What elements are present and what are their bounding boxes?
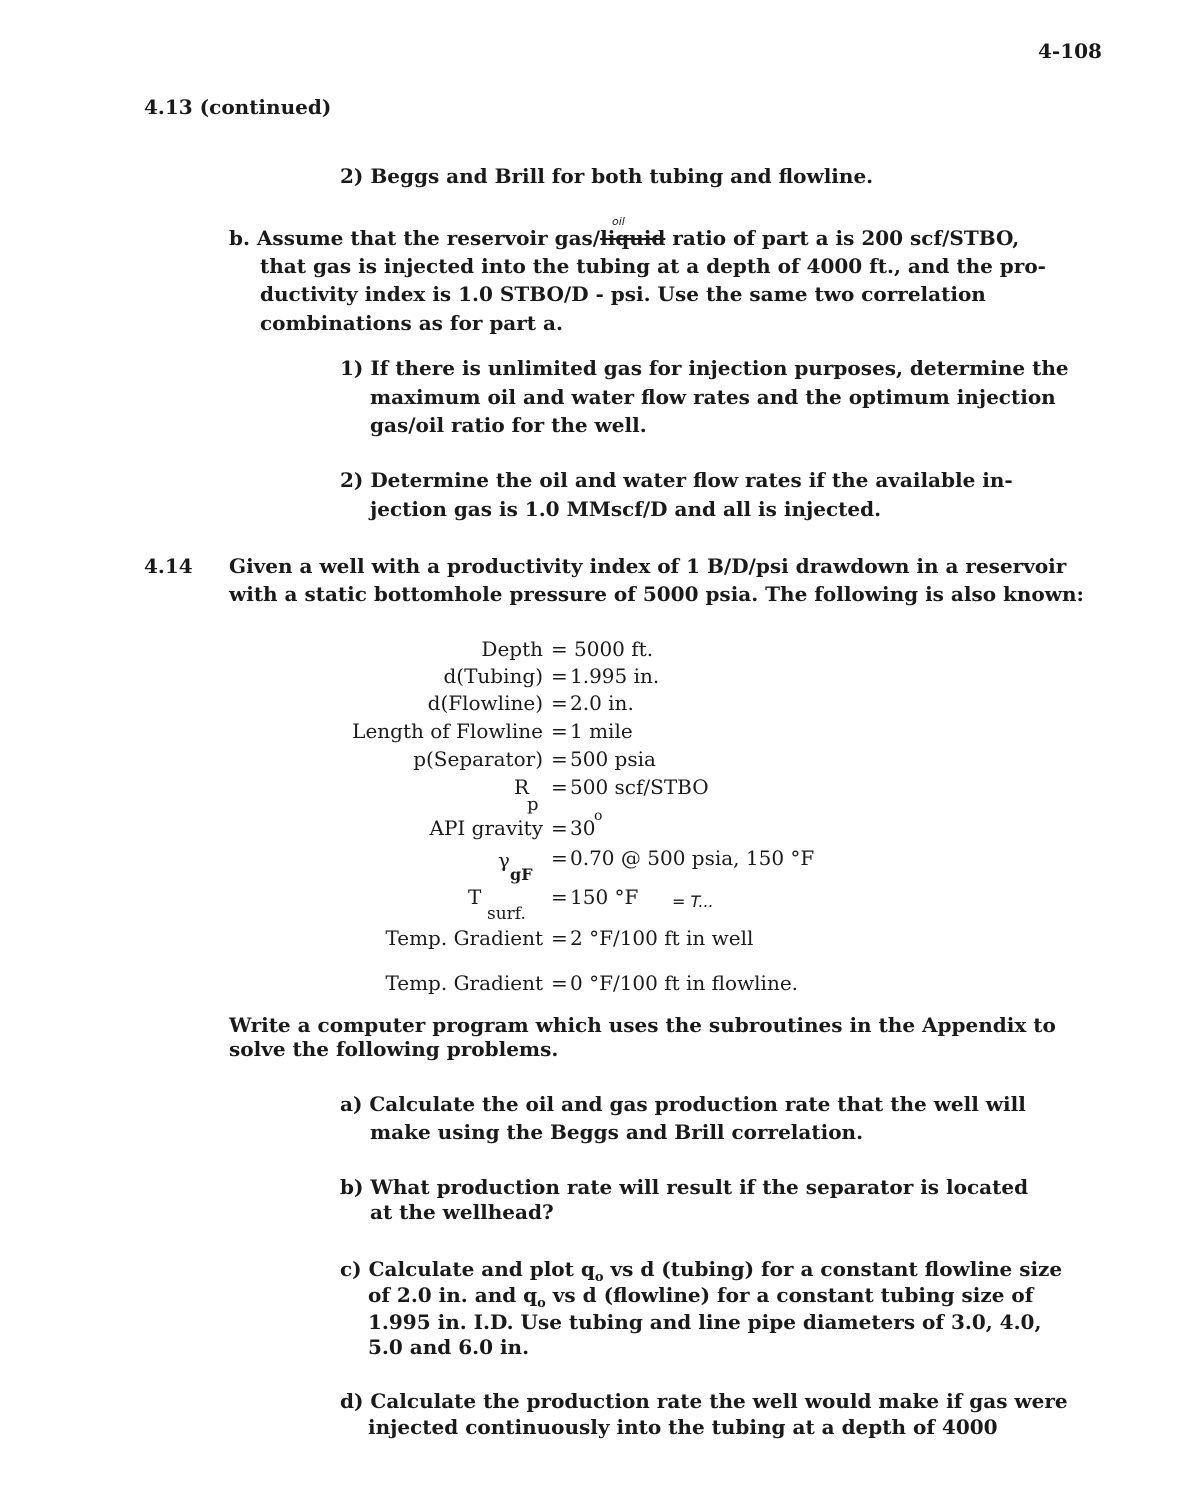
param-label: p(Separator)	[413, 747, 543, 771]
param-label: T	[468, 885, 482, 909]
param-value: 500 scf/STBO	[570, 775, 709, 799]
question-c-line-3: 1.995 in. I.D. Use tubing and line pipe diameters of 3.0, 4.0,	[368, 1310, 1042, 1334]
part-b-line-3: ductivity index is 1.0 STBO/D - psi. Use the same two correlation	[260, 282, 986, 306]
param-label: Temp. Gradient	[385, 926, 543, 950]
handwritten-note: = T...	[672, 892, 714, 911]
handwritten-oil-note: oil	[612, 215, 625, 228]
equals-sign: =	[551, 719, 568, 743]
question-b-line-2: at the wellhead?	[370, 1200, 554, 1224]
equals-sign: =	[551, 637, 568, 661]
part-b-line-4: combinations as for part a.	[260, 311, 563, 335]
part-b-item1-line3: gas/oil ratio for the well.	[370, 413, 647, 437]
item-a2: 2) Beggs and Brill for both tubing and flowline.	[340, 164, 874, 188]
equals-sign: =	[551, 846, 568, 870]
param-value: 5000 ft.	[574, 637, 654, 661]
equals-sign: =	[551, 926, 568, 950]
param-label: API gravity	[429, 816, 543, 840]
part-b-item1-line2: maximum oil and water flow rates and the optimum injection	[370, 385, 1056, 409]
question-a-line-1: a) Calculate the oil and gas production rate that the well will	[340, 1092, 1026, 1116]
page-number: 4-108	[1038, 39, 1102, 63]
param-value: 1 mile	[570, 719, 633, 743]
program-line-2: solve the following problems.	[229, 1037, 559, 1061]
equals-sign: =	[551, 664, 568, 688]
question-d-line-1: d) Calculate the production rate the well would make if gas were	[340, 1389, 1068, 1413]
param-value: 1.995 in.	[570, 664, 660, 688]
param-subscript: p	[527, 794, 539, 815]
section-header: 4.13 (continued)	[144, 95, 332, 119]
param-label: Length of Flowline	[352, 719, 543, 743]
param-label: Depth	[481, 637, 543, 661]
param-value: 0 °F/100 ft in flowline.	[570, 971, 799, 995]
param-label: d(Flowline)	[427, 691, 543, 715]
param-label: γ	[498, 848, 510, 872]
question-b-line-1: b) What production rate will result if the separator is located	[340, 1175, 1029, 1199]
problem-number: 4.14	[144, 554, 193, 578]
equals-sign: =	[551, 775, 568, 799]
question-c-line-1: c) Calculate and plot $q_o$ vs d (tubing) for a constant flowline size	[340, 1257, 1063, 1285]
equals-sign: =	[551, 971, 568, 995]
param-superscript: o	[594, 808, 603, 824]
param-value: 2.0 in.	[570, 691, 634, 715]
param-value: 500 psia	[570, 747, 656, 771]
param-value: 2 °F/100 ft in well	[570, 926, 754, 950]
problem-line-1: Given a well with a productivity index of 1 B/D/psi drawdown in a reservoir	[229, 554, 1067, 578]
param-label: d(Tubing)	[443, 664, 543, 688]
param-label: Temp. Gradient	[385, 971, 543, 995]
equals-sign: =	[551, 747, 568, 771]
question-c-line-4: 5.0 and 6.0 in.	[368, 1335, 530, 1359]
equals-sign: =	[551, 885, 568, 909]
equals-sign: =	[551, 691, 568, 715]
param-subscript: gF	[510, 865, 533, 884]
part-b-line-2: that gas is injected into the tubing at a depth of 4000 ft., and the pro-	[260, 254, 1046, 278]
param-subscript: surf.	[487, 904, 526, 924]
question-d-line-2: injected continuously into the tubing at a depth of 4000	[368, 1415, 998, 1439]
part-b-item2-line2: jection gas is 1.0 MMscf/D and all is injected.	[370, 497, 882, 521]
question-a-line-2: make using the Beggs and Brill correlation.	[370, 1120, 864, 1144]
part-b-item2-line1: 2) Determine the oil and water flow rates if the available in-	[340, 468, 1013, 492]
question-c-line-2: of 2.0 in. and $q_o$ vs d (flowline) for a constant tubing size of	[368, 1283, 1034, 1311]
part-b-line-1: b. Assume that the reservoir gas/liquid ratio of part a is 200 scf/STBO,	[229, 226, 1020, 250]
part-b-item1-line1: 1) If there is unlimited gas for injection purposes, determine the	[340, 356, 1069, 380]
equals-sign: =	[551, 816, 568, 840]
program-line-1: Write a computer program which uses the subroutines in the Appendix to	[229, 1013, 1056, 1037]
param-value: 30	[570, 816, 596, 840]
param-label: R	[514, 775, 530, 799]
struck-word: liquid	[600, 226, 666, 250]
param-value: 150 °F	[570, 885, 639, 909]
param-value: 0.70 @ 500 psia, 150 °F	[570, 846, 815, 870]
problem-line-2: with a static bottomhole pressure of 5000 psia. The following is also known:	[229, 582, 1084, 606]
